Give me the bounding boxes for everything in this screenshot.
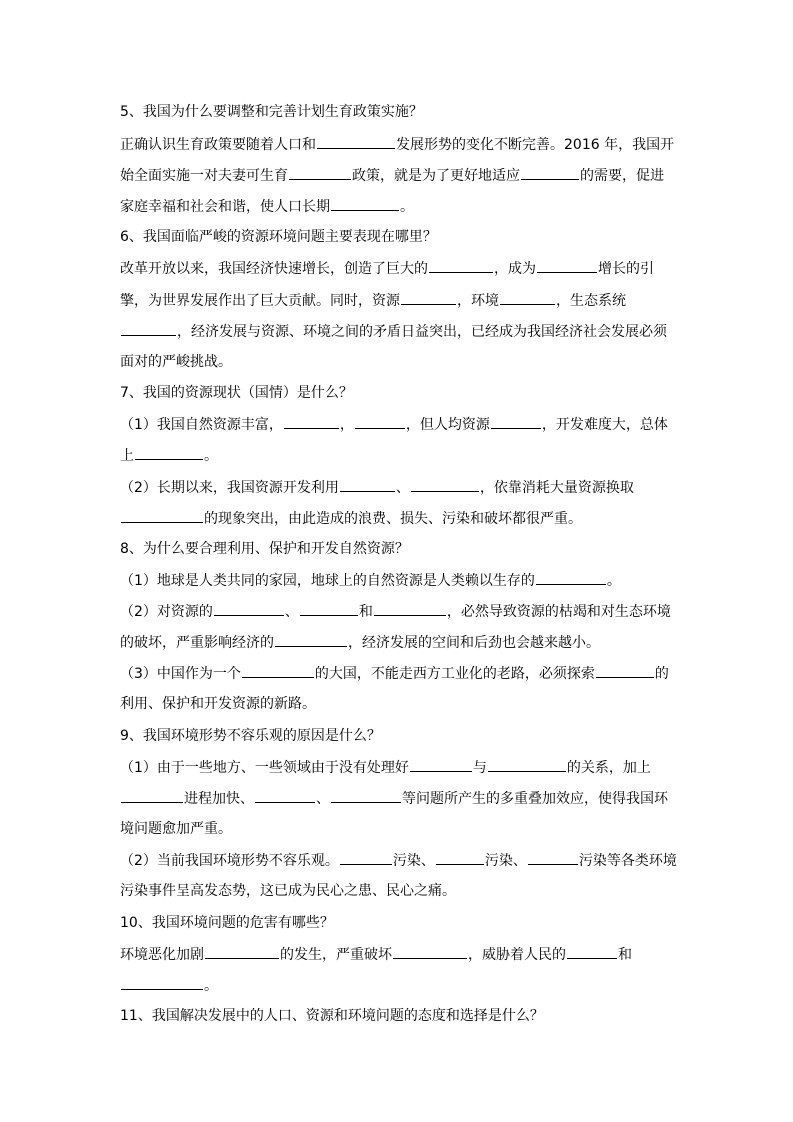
text: ，开发难度大，总体 [541,417,668,433]
answer-blank[interactable] [121,321,176,336]
answer-blank[interactable] [411,477,479,492]
answer-blank[interactable] [284,414,339,429]
text: 和 [358,604,373,620]
text: ，威胁着人民的 [468,947,566,963]
text: 和 [618,947,632,963]
answer-blank[interactable] [536,570,606,585]
answer-blank[interactable] [255,788,315,803]
answer-blank[interactable] [393,944,467,959]
question-8-part-2-line-1 [120,601,671,622]
question-6-line-2 [120,290,626,311]
text: 政策，就是为了更好地适应 [352,168,520,184]
text: 污染、 [484,853,527,869]
question-8-part-2-line-2 [120,632,600,653]
text: 的关系，加上 [566,760,651,776]
text: 污染等各类环境 [578,853,677,869]
answer-blank[interactable] [242,663,314,678]
question-9-part-1-line-2 [120,788,668,809]
text: 、 [284,604,299,620]
question-6-title: 6、我国面临严峻的资源环境问题主要表现在哪里？ [120,229,437,245]
question-5-line-1 [120,134,674,155]
question-9-part-2-line-2: 污染事件呈高发态势，这已成为民心之患、民心之痛。 [120,883,456,899]
question-9-part-2-line-1 [120,850,677,871]
answer-blank[interactable] [340,477,395,492]
text: 的现象突出，由此造成的浪费、损失、污染和破坏都很严重。 [204,511,582,527]
question-9-title: 9、我国环境形势不容乐观的原因是什么？ [120,728,381,744]
question-8-part-3-line-1 [120,663,669,684]
text: ，成为 [494,261,536,277]
question-10-line-1 [120,944,632,965]
text: 的 [654,666,669,682]
text: 、 [316,791,330,807]
answer-blank[interactable] [355,414,405,429]
question-6-line-4: 面对的严峻挑战。 [120,354,232,370]
answer-blank[interactable] [401,290,456,305]
text: （2）对资源的 [120,604,213,620]
answer-blank[interactable] [500,290,555,305]
answer-blank[interactable] [410,757,472,772]
question-5-title: 5、我国为什么要调整和完善计划生育政策实施？ [120,104,423,120]
answer-blank[interactable] [537,258,597,273]
text: 。 [204,448,218,464]
question-6-line-1 [120,258,654,279]
question-7-part-1-line-1 [120,414,668,435]
question-8-part-1 [120,570,621,591]
text: ，环境 [457,293,499,309]
text: ，但人均资源 [405,417,490,433]
answer-blank[interactable] [429,258,493,273]
answer-blank[interactable] [121,788,183,803]
text: （1）我国自然资源丰富， [120,417,283,433]
text: 增长的引 [598,261,654,277]
question-6-line-3 [120,321,667,342]
answer-blank[interactable] [121,508,203,523]
text: 的大国，不能走西方工业化的老路，必须探索 [314,666,595,682]
question-5-line-2 [120,165,664,186]
answer-blank[interactable] [488,757,566,772]
text: ，必然导致资源的枯竭和对生态环境 [446,604,671,620]
text: 的发生，严重破坏 [280,947,392,963]
answer-blank[interactable] [491,414,541,429]
answer-blank[interactable] [567,944,617,959]
text: 正确认识生育政策要随着人口和 [120,137,316,153]
text: 环境恶化加剧 [120,947,204,963]
question-5-line-3 [120,196,414,217]
answer-blank[interactable] [436,850,484,865]
text: （2）长期以来，我国资源开发利用 [120,480,339,496]
question-11-title: 11、我国解决发展中的人口、资源和环境问题的态度和选择是什么？ [120,1008,544,1024]
text: 。 [204,978,218,994]
text: （2）当前我国环境形势不容乐观。 [120,853,339,869]
text: ，生态系统 [556,293,626,309]
question-7-part-1-line-2 [120,445,218,466]
question-7-part-2-line-2 [120,508,582,529]
text: 污染、 [392,853,435,869]
answer-blank[interactable] [521,165,579,180]
answer-blank[interactable] [331,196,399,211]
text: ，经济发展的空间和后劲也会越来越小。 [348,635,600,651]
text: （1）地球是人类共同的家园，地球上的自然资源是人类赖以生存的 [120,573,535,589]
answer-blank[interactable] [528,850,578,865]
text: （1）由于一些地方、一些领域由于没有处理好 [120,760,409,776]
question-7-part-2-line-1 [120,477,634,498]
text: 家庭幸福和社会和谐，使人口长期 [120,199,330,215]
text: 。 [400,199,414,215]
text: 、 [395,480,410,496]
text: ，经济发展与资源、环境之间的矛盾日益突出，已经成为我国经济社会发展必须 [177,324,667,340]
text: 的破坏，严重影响经济的 [120,635,274,651]
answer-blank[interactable] [596,663,654,678]
answer-blank[interactable] [205,944,279,959]
question-9-part-1-line-3: 境问题愈加严重。 [120,821,232,837]
text: 上 [120,448,134,464]
answer-blank[interactable] [340,850,392,865]
answer-blank[interactable] [121,975,203,990]
answer-blank[interactable] [317,134,395,149]
question-9-part-1-line-1 [120,757,651,778]
text: 发展形势的变化不断完善。2016 年，我国开 [396,137,675,153]
text: ， [339,417,354,433]
text: 擎，为世界发展作出了巨大贡献。同时，资源 [120,293,400,309]
text: 始全面实施一对夫妻可生育 [120,168,288,184]
text: 改革开放以来，我国经济快速增长，创造了巨大的 [120,261,428,277]
text: 进程加快、 [184,791,254,807]
text: ，依靠消耗大量资源换取 [479,480,634,496]
answer-blank[interactable] [300,601,358,616]
question-8-title: 8、为什么要合理利用、保护和开发自然资源？ [120,541,409,557]
text: （3）中国作为一个 [120,666,241,682]
answer-blank[interactable] [214,601,284,616]
answer-blank[interactable] [289,165,351,180]
answer-blank[interactable] [331,788,401,803]
answer-blank[interactable] [135,445,203,460]
text: 。 [606,573,621,589]
question-10-title: 10、我国环境问题的危害有哪些？ [120,915,334,931]
question-10-line-2 [120,975,218,996]
text: 的需要，促进 [580,168,664,184]
question-7-title: 7、我国的资源现状（国情）是什么？ [120,385,353,401]
text: 与 [472,760,487,776]
question-8-part-3-line-2: 利用、保护和开发资源的新路。 [120,696,316,712]
text: 等问题所产生的多重叠加效应，使得我国环 [402,791,668,807]
answer-blank[interactable] [275,632,347,647]
answer-blank[interactable] [374,601,446,616]
